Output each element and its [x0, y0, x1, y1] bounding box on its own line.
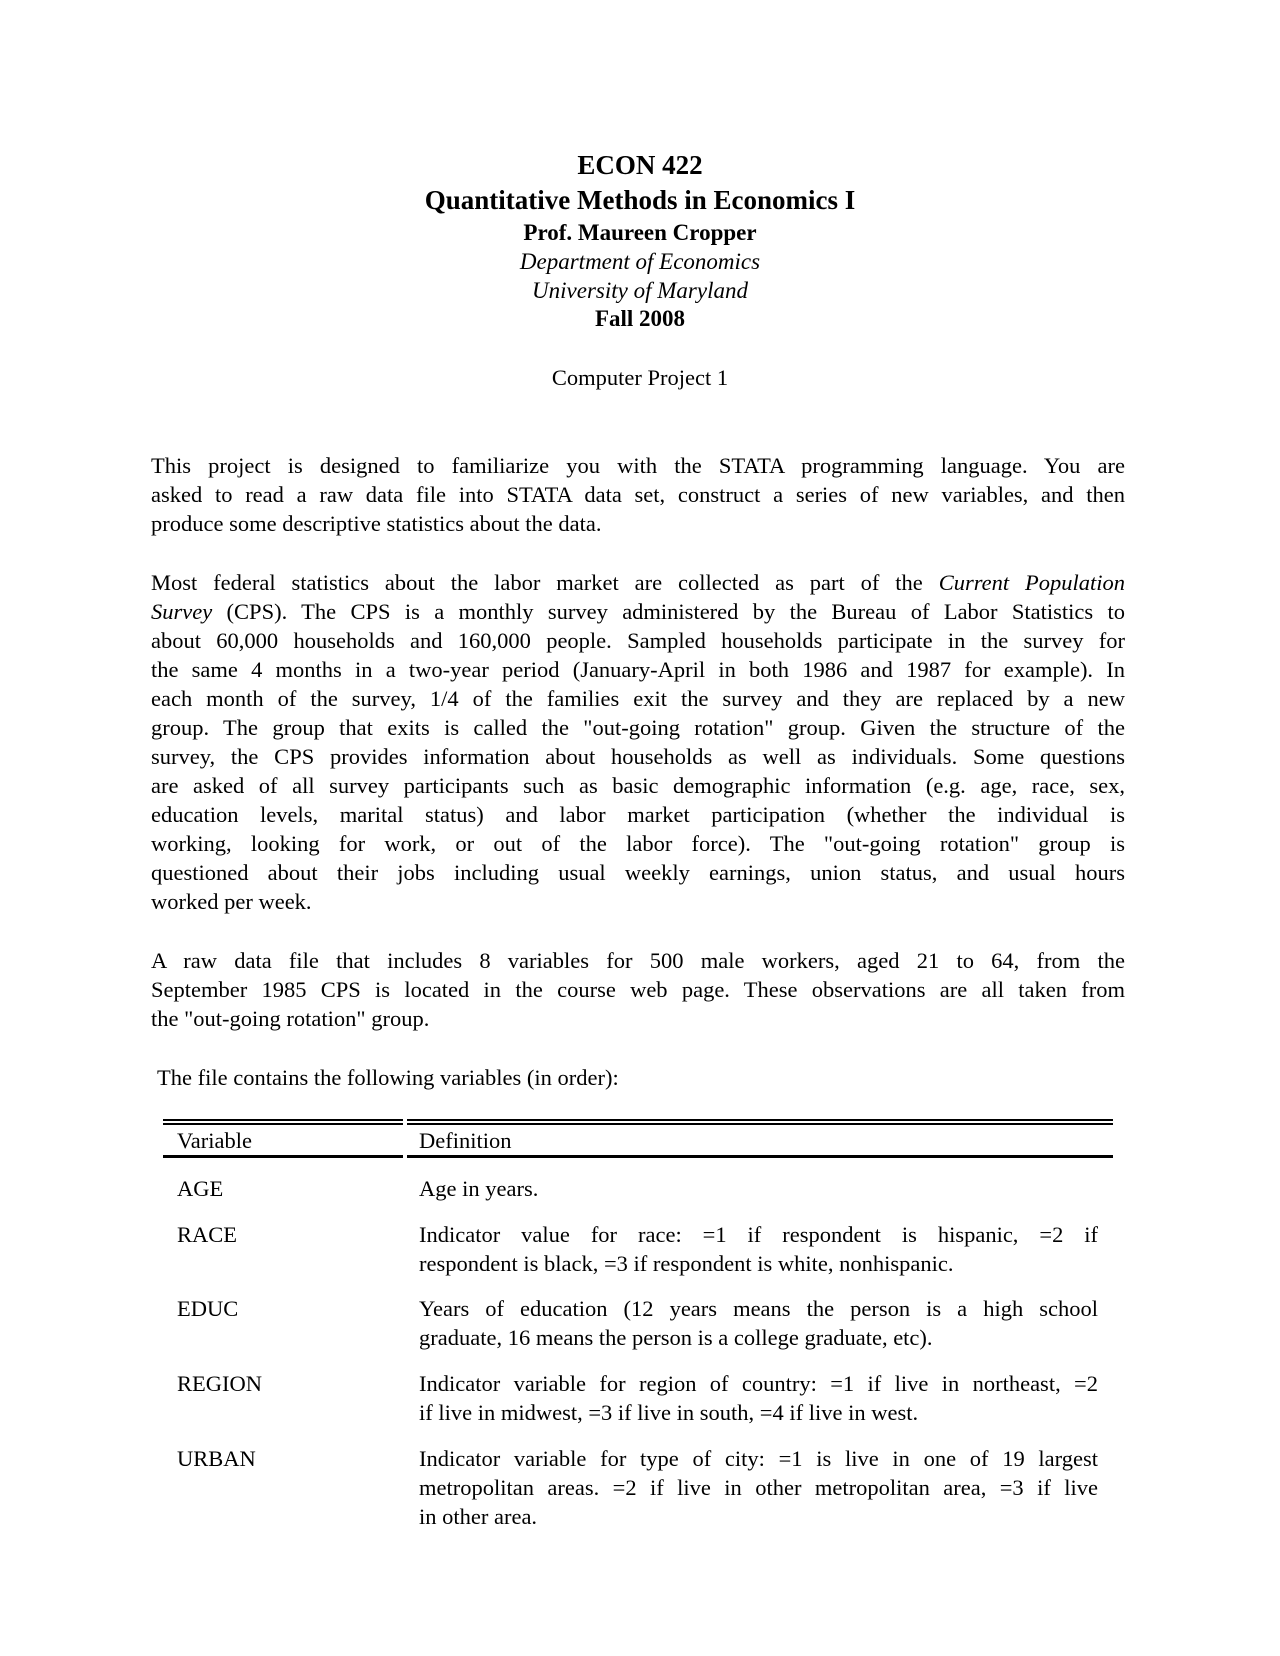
cps-paragraph [151, 568, 1125, 916]
text-line: worked per week. [151, 889, 312, 914]
text-line: the same 4 months in a two-year period (January-April in both 1986 and 1987 for example). In [151, 657, 1125, 682]
text-line: A raw data file that includes 8 variables for 500 male workers, aged 21 to 64, from the [151, 948, 1125, 973]
text-line: Indicator variable for type of city: =1 is live in one of 19 largest [419, 1446, 1098, 1471]
text-line: if live in midwest, =3 if live in south, =4 if live in west. [419, 1400, 919, 1425]
text-line: are asked of all survey participants such as basic demographic information (e.g. age, race, sex, [151, 773, 1125, 798]
text-line: September 1985 CPS is located in the course web page. These observations are all taken from [151, 977, 1125, 1002]
text-line: asked to read a raw data file into STATA data set, construct a series of new variables, and then [151, 482, 1125, 507]
variable-educ: EDUC [177, 1296, 239, 1321]
course-title: Quantitative Methods in Economics I [424, 185, 856, 215]
table-top-rule [407, 1119, 1113, 1121]
text-line: working, looking for work, or out of the labor force). The "out-going rotation" group is [151, 831, 1125, 856]
data-file-paragraph [151, 946, 1125, 1033]
professor: Prof. Maureen Cropper [523, 220, 757, 245]
text-line: questioned about their jobs including usual weekly earnings, union status, and usual hours [151, 860, 1125, 885]
text-line: Most federal statistics about the labor market are collected as part of the Current Population [151, 570, 1126, 595]
course-code: ECON 422 [577, 150, 703, 180]
header-definition: Definition [419, 1128, 512, 1153]
assignment-title: Computer Project 1 [551, 365, 729, 390]
department: Department of Economics [519, 249, 761, 274]
text-line: metropolitan areas. =2 if live in other metropolitan area, =3 if live [419, 1475, 1098, 1500]
university: University of Maryland [532, 278, 748, 303]
text-line: Indicator value for race: =1 if respondent is hispanic, =2 if [419, 1222, 1098, 1247]
term: Fall 2008 [594, 306, 686, 331]
text-line: graduate, 16 means the person is a college graduate, etc). [419, 1325, 933, 1350]
text-line: in other area. [419, 1504, 538, 1529]
table-intro: The file contains the following variables (in order): [157, 1065, 619, 1090]
definition-age [419, 1174, 1098, 1203]
definition-educ [419, 1294, 1098, 1352]
table-top-rule [163, 1123, 403, 1125]
table-top-rule [407, 1123, 1113, 1125]
table-top-rule [163, 1119, 403, 1121]
text-line: Years of education (12 years means the person is a high school [419, 1296, 1098, 1321]
text-line: the "out-going rotation" group. [151, 1006, 430, 1031]
text-line: Age in years. [419, 1176, 539, 1201]
definition-urban [419, 1444, 1098, 1531]
intro-paragraph [151, 451, 1125, 538]
header-variable: Variable [177, 1128, 252, 1153]
text-line: group. The group that exits is called the "out-going rotation" group. Given the structure of the [151, 715, 1125, 740]
variable-age: AGE [177, 1176, 224, 1201]
text-line: each month of the survey, 1/4 of the families exit the survey and they are replaced by a new [151, 686, 1125, 711]
variable-race: RACE [177, 1222, 238, 1247]
definition-race [419, 1220, 1098, 1278]
text-line: produce some descriptive statistics about the data. [151, 511, 602, 536]
header-rule [163, 1155, 403, 1158]
text-line: Indicator variable for region of country: =1 if live in northeast, =2 [419, 1371, 1098, 1396]
variable-urban: URBAN [177, 1446, 256, 1471]
text-line: This project is designed to familiarize you with the STATA programming language. You are [151, 453, 1125, 478]
text-line: Survey (CPS). The CPS is a monthly survey administered by the Bureau of Labor Statistics to [151, 599, 1125, 624]
text-line: about 60,000 households and 160,000 people. Sampled households participate in the survey for [151, 628, 1125, 653]
header-rule [407, 1155, 1113, 1158]
variable-region: REGION [177, 1371, 262, 1396]
text-line: respondent is black, =3 if respondent is white, nonhispanic. [419, 1251, 954, 1276]
definition-region [419, 1369, 1098, 1427]
text-line: survey, the CPS provides information about households as well as individuals. Some questions [151, 744, 1125, 769]
text-line: education levels, marital status) and labor market participation (whether the individual is [151, 802, 1125, 827]
